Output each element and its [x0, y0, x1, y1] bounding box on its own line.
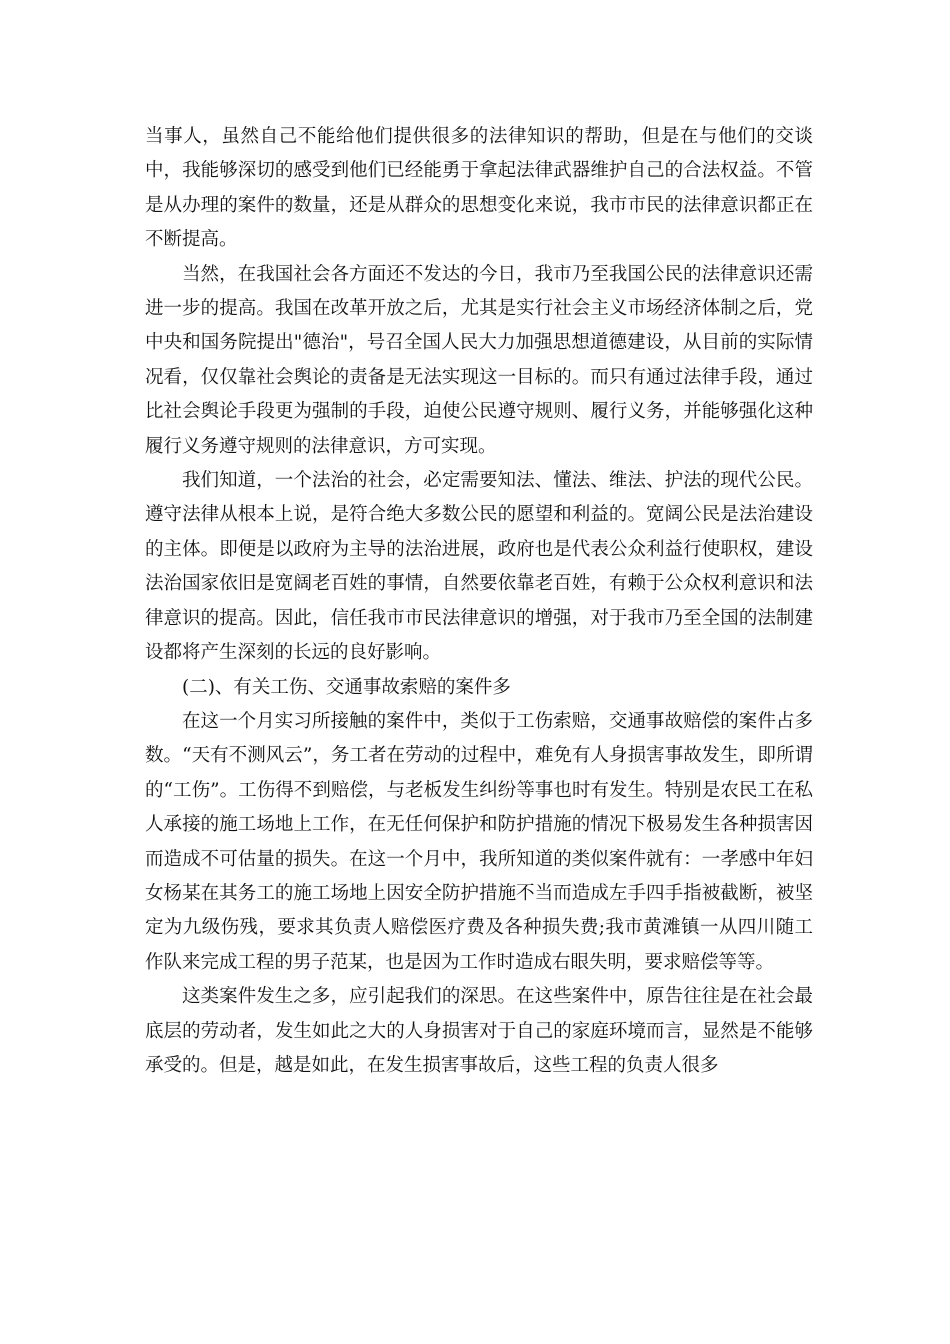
paragraph-4: 在这一个月实习所接触的案件中，类似于工伤索赔，交通事故赔偿的案件占多数。“天有不测风云”，务工者在劳动的过程中，难免有人身损害事故发生，即所谓的“工伤”。工伤得不到赔偿，与老板发生纠纷等事也时有发生。特别是农民工在私人承接的施工场地上工作，在无任何保护和防护措施的情况下极易发生各种损害因而造成不可估量的损失。在这一个月中，我所知道的类似案件就有：一孝感中年妇女杨某在其务工的施工场地上因安全防护措施不当而造成左手四手指被截断，被坚定为九级伤残，要求其负责人赔偿医疗费及各种损失费;我市黄滩镇一从四川随工作队来完成工程的男子范某，也是因为工作时造成右眼失明，要求赔偿等等。	[145, 710, 813, 973]
paragraph-5: 这类案件发生之多，应引起我们的深思。在这些案件中，原告往往是在社会最底层的劳动者，发生如此之大的人身损害对于自己的家庭环境而言，显然是不能够承受的。但是，越是如此，在发生损害事故后，这些工程的负责人很多	[145, 986, 813, 1076]
document-body	[145, 120, 813, 1083]
paragraph-1: 当事人，虽然自己不能给他们提供很多的法律知识的帮助，但是在与他们的交谈中，我能够深切的感受到他们已经能勇于拿起法律武器维护自己的合法权益。不管是从办理的案件的数量，还是从群众的思想变化来说，我市市民的法律意识都正在不断提高。	[145, 126, 813, 251]
paragraph-3: 我们知道，一个法治的社会，必定需要知法、懂法、维法、护法的现代公民。遵守法律从根本上说，是符合绝大多数公民的愿望和利益的。宽阔公民是法治建设的主体。即便是以政府为主导的法治进展，政府也是代表公众利益行使职权，建设法治国家依旧是宽阔老百姓的事情，自然要依靠老百姓，有赖于公众权利意识和法律意识的提高。因此，信任我市市民法律意识的增强，对于我市乃至全国的法制建设都将产生深刻的长远的良好影响。	[145, 470, 813, 664]
paragraph-2: 当然，在我国社会各方面还不发达的今日，我市乃至我国公民的法律意识还需进一步的提高。我国在改革开放之后，尤其是实行社会主义市场经济体制之后，党中央和国务院提出"德治"，号召全国人民大力加强思想道德建设，从目前的实际情况看，仅仅靠社会舆论的责备是无法实现这一目标的。而只有通过法律手段，通过比社会舆论手段更为强制的手段，迫使公民遵守规则、履行义务，并能够强化这种履行义务遵守规则的法律意识，方可实现。	[145, 263, 813, 457]
section-heading: (二)、有关工伤、交通事故索赔的案件多	[182, 676, 511, 698]
